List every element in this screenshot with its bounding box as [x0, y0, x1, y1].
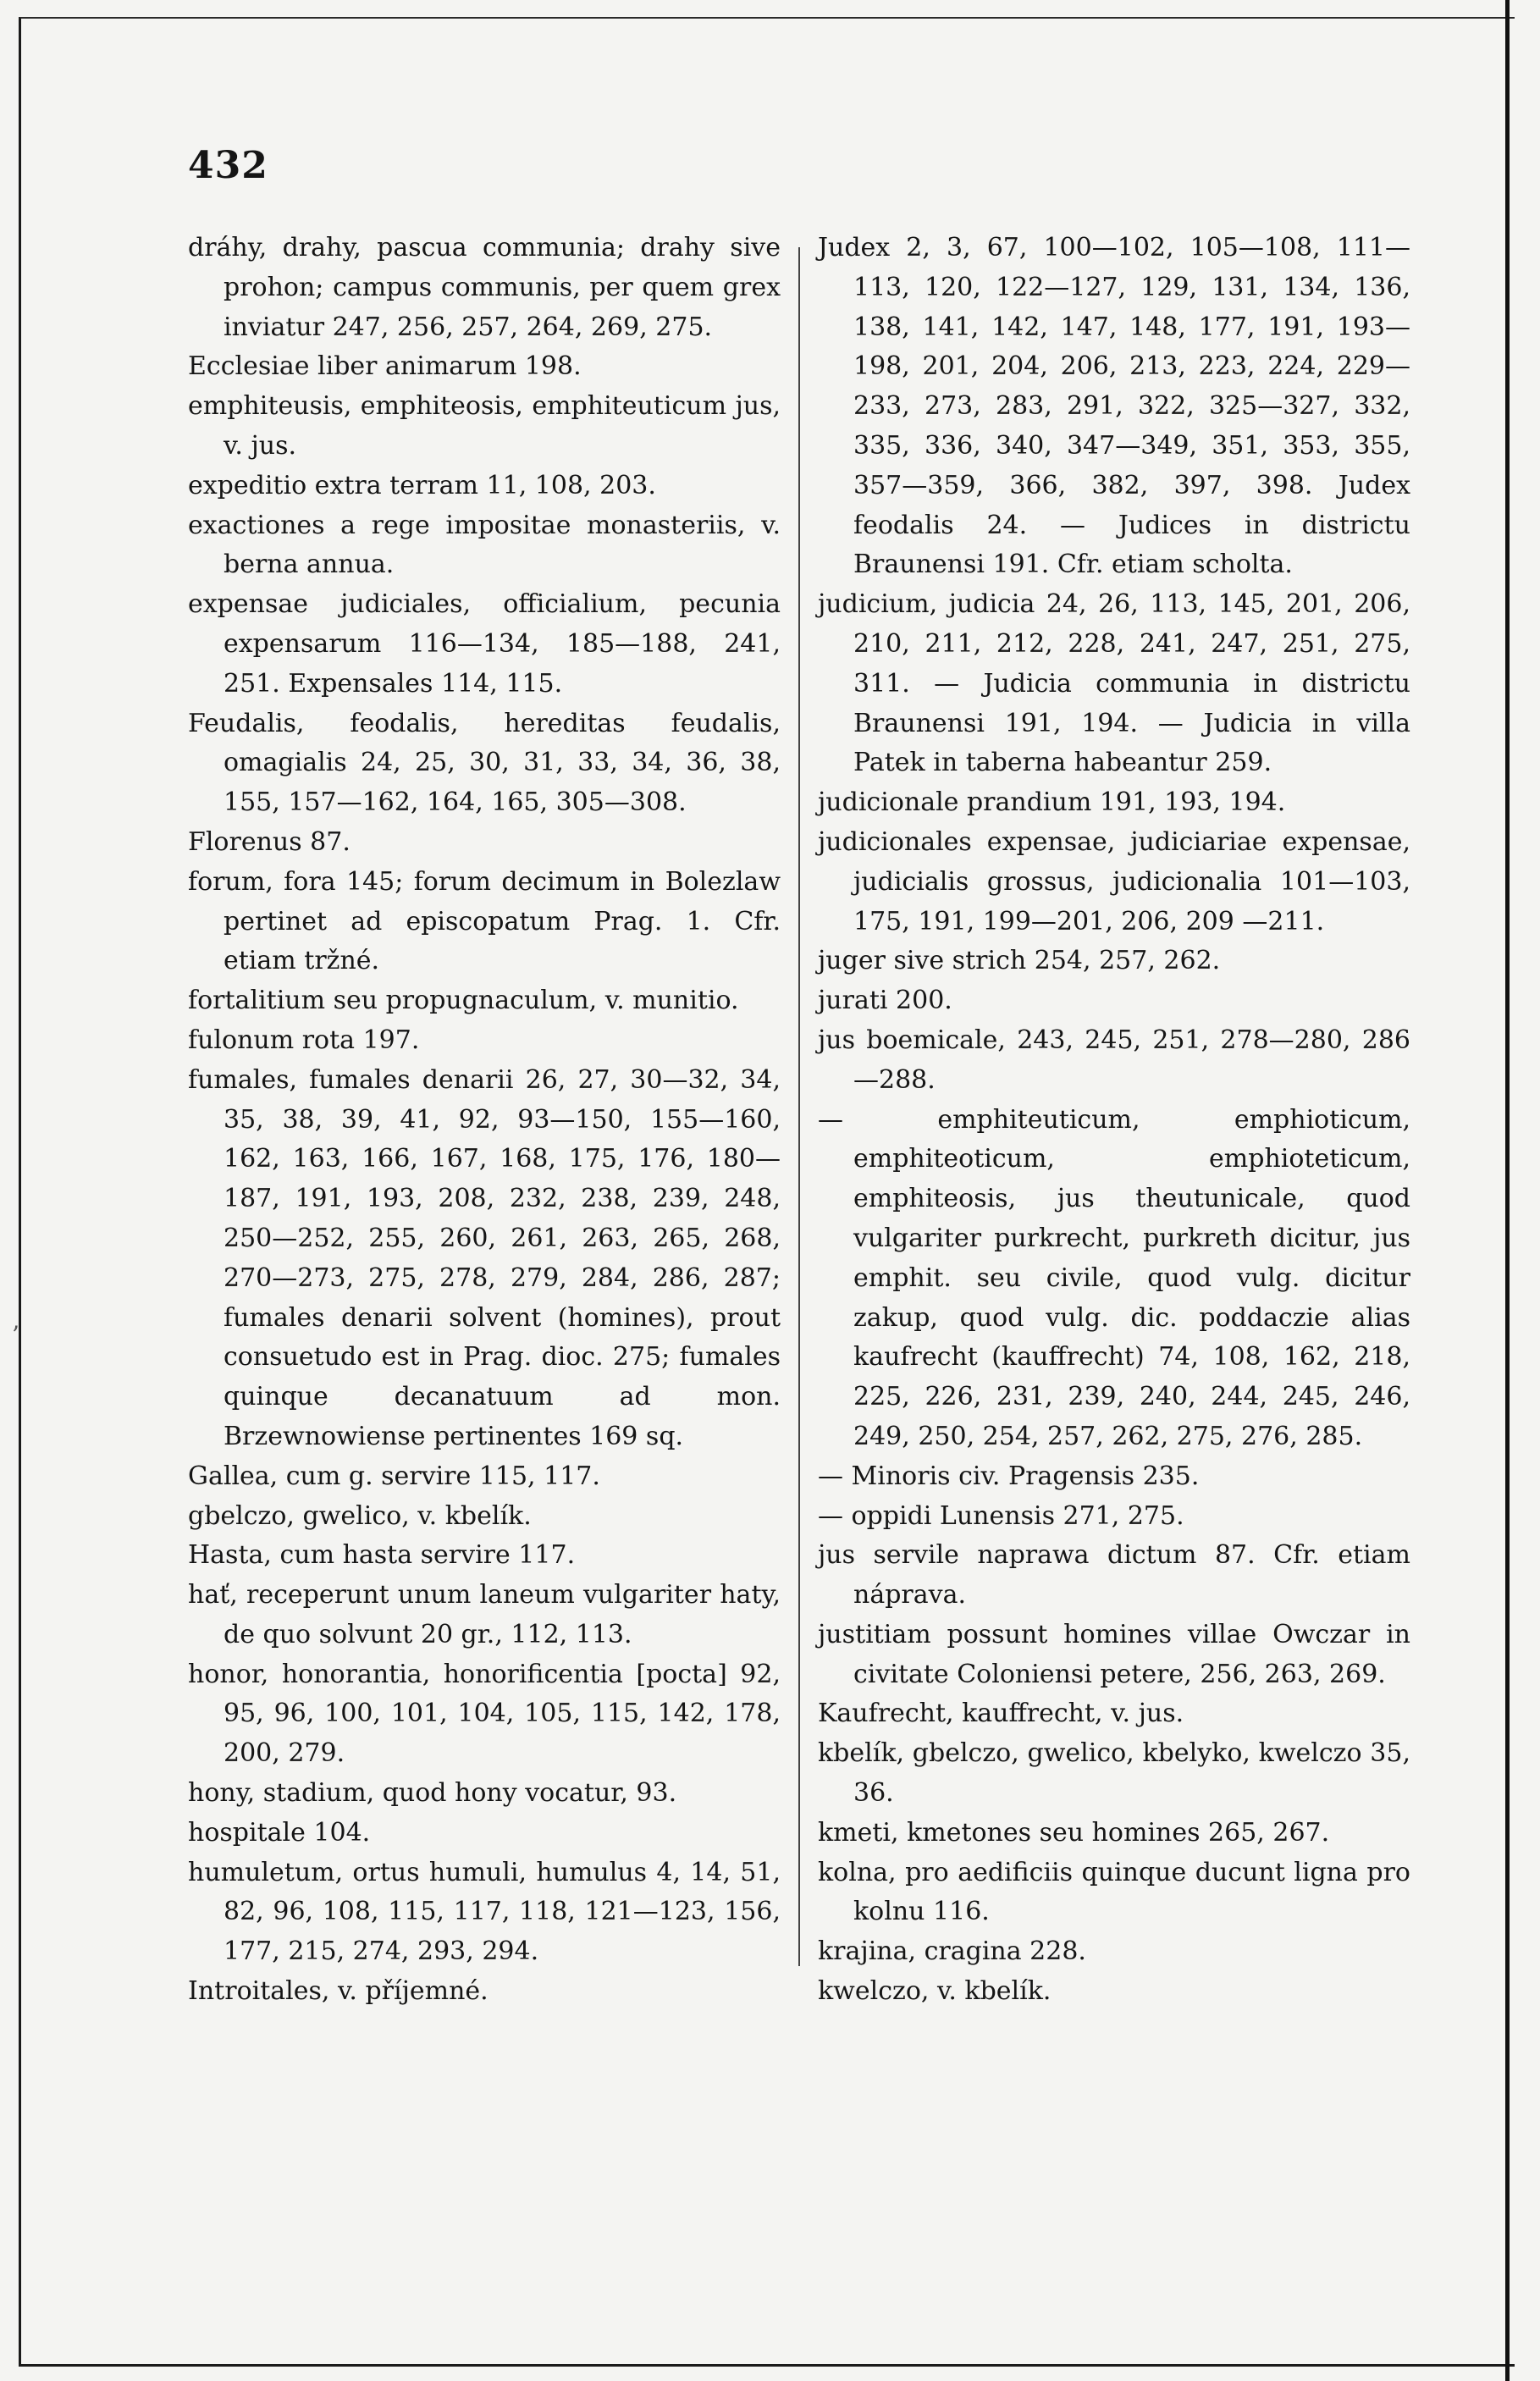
right-index-entry: jurati 200. — [818, 986, 952, 1016]
right-index-entry: Judex 2, 3, 67, 100—102, 105—108, 111—113, 120, 122—127, 129, 131, 134, 136, 138, 141, 142, 147, 148, 177, 191, 193—198, 201, 204, 206, 213, 223, 224, 229—233, 273, 283, 291, 322, 325—327, 332, 335, 336, 340, 347—349, 351, 353, 355, 357—359, 366, 382, 397, 398. Judex feodalis 24. — Judices in districtu Braunensi 191. Cfr. etiam scholta. — [818, 233, 1410, 580]
left-index-entry: Florenus 87. — [188, 826, 351, 857]
left-index-entry: Ecclesiae liber animarum 198. — [188, 351, 582, 382]
left-index-entry: emphiteusis, emphiteosis, emphiteuticum jus, v. jus. — [188, 391, 781, 461]
left-index-entry: hony, stadium, quod hony vocatur, 93. — [188, 1778, 677, 1809]
right-index-entry: jus servile naprawa dictum 87. Cfr. etiam náprava. — [818, 1540, 1410, 1610]
left-index-entry: exactiones a rege impositae monasteriis, v. berna annua. — [188, 510, 781, 580]
page-number: 432 — [188, 144, 268, 187]
left-index-entry: fulonum rota 197. — [188, 1025, 420, 1055]
left-index-entry: humuletum, ortus humuli, humulus 4, 14, 51, 82, 96, 108, 115, 117, 118, 121—123, 156, 177, 215, 274, 293, 294. — [188, 1857, 781, 1967]
right-index-entry: — oppidi Lunensis 271, 275. — [818, 1500, 1184, 1531]
right-index-entry: jus boemicale, 243, 245, 251, 278—280, 286—288. — [818, 1025, 1410, 1095]
right-index-entry: — Minoris civ. Pragensis 235. — [818, 1461, 1200, 1491]
right-index-entry: judicionale prandium 191, 193, 194. — [818, 787, 1286, 818]
left-index-entry: honor, honorantia, honorificentia [pocta] 92, 95, 96, 100, 101, 104, 105, 115, 142, 178, 200, 279. — [188, 1659, 781, 1769]
left-index-entry: hať, receperunt unum laneum vulgariter haty, de quo solvunt 20 gr., 112, 113. — [188, 1580, 781, 1649]
scan-edge — [1505, 0, 1510, 2381]
right-index-entry: Kaufrecht, kauffrecht, v. jus. — [818, 1699, 1184, 1729]
left-index-entry: fortalitium seu propugnaculum, v. munitio. — [188, 986, 739, 1016]
right-index-entry: krajina, cragina 228. — [818, 1936, 1086, 1967]
right-index-entry: juger sive strich 254, 257, 262. — [818, 946, 1221, 976]
right-index-entry: judicium, judicia 24, 26, 113, 145, 201, 206, 210, 211, 212, 228, 241, 247, 251, 275, 311. — Judicia communia in districtu Braunensi 191, 194. — Judicia in villa Patek in taberna habeantur 259. — [818, 589, 1410, 778]
left-index-entry: gbelczo, gwelico, v. kbelík. — [188, 1500, 532, 1531]
right-index-entry: kolna, pro aedificiis quinque ducunt ligna pro kolnu 116. — [818, 1857, 1410, 1927]
left-index-entry: Hasta, cum hasta servire 117. — [188, 1540, 576, 1571]
left-index-entry: expensae judiciales, officialium, pecunia expensarum 116—134, 185—188, 241, 251. Expensales 114, 115. — [188, 589, 781, 699]
left-index-entry: Introitales, v. příjemné. — [188, 1976, 488, 2007]
margin-mark: ’ — [12, 1321, 19, 1349]
right-index-entry: kwelczo, v. kbelík. — [818, 1976, 1052, 2007]
left-index-entry: hospitale 104. — [188, 1817, 371, 1848]
left-index-entry: forum, fora 145; forum decimum in Bolezlaw pertinet ad episcopatum Prag. 1. Cfr. etiam tržné. — [188, 866, 781, 976]
index-column-left — [188, 229, 781, 2012]
column-divider — [798, 247, 800, 1966]
left-index-entry: dráhy, drahy, pascua communia; drahy sive prohon; campus communis, per quem grex inviatur 247, 256, 257, 264, 269, 275. — [188, 233, 781, 342]
index-column-right — [818, 229, 1410, 2012]
left-index-entry: expeditio extra terram 11, 108, 203. — [188, 470, 656, 500]
right-index-entry: — emphiteuticum, emphioticum, emphiteoticum, emphioteticum, emphiteosis, jus theutunicale, quod vulgariter purkrecht, purkreth dicitur, jus emphit. seu civile, quod vulg. dicitur zakup, quod vulg. dic. poddaczie alias kaufrecht (kauffrecht) 74, 108, 162, 218, 225, 226, 231, 239, 240, 244, 245, 246, 249, 250, 254, 257, 262, 275, 276, 285. — [818, 1104, 1410, 1451]
left-index-entry: fumales, fumales denarii 26, 27, 30—32, 34, 35, 38, 39, 41, 92, 93—150, 155—160, 162, 163, 166, 167, 168, 175, 176, 180—187, 191, 193, 208, 232, 238, 239, 248, 250—252, 255, 260, 261, 263, 265, 268, 270—273, 275, 278, 279, 284, 286, 287; fumales denarii solvent (homines), prout consuetudo est in Prag. dioc. 275; fumales quinque decanatuum ad mon. Brzewnowiense pertinentes 169 sq. — [188, 1064, 781, 1451]
right-index-entry: judicionales expensae, judiciariae expensae, judicialis grossus, judicionalia 101—103, 175, 191, 199—201, 206, 209 —211. — [818, 826, 1410, 936]
right-index-entry: kbelík, gbelczo, gwelico, kbelyko, kwelczo 35, 36. — [818, 1738, 1410, 1809]
left-index-entry: Gallea, cum g. servire 115, 117. — [188, 1461, 600, 1491]
left-index-entry: Feudalis, feodalis, hereditas feudalis, omagialis 24, 25, 30, 31, 33, 34, 36, 38, 155, 157—162, 164, 165, 305—308. — [188, 708, 781, 818]
right-index-entry: justitiam possunt homines villae Owczar in civitate Coloniensi petere, 256, 263, 269. — [818, 1619, 1410, 1689]
right-index-entry: kmeti, kmetones seu homines 265, 267. — [818, 1817, 1330, 1848]
